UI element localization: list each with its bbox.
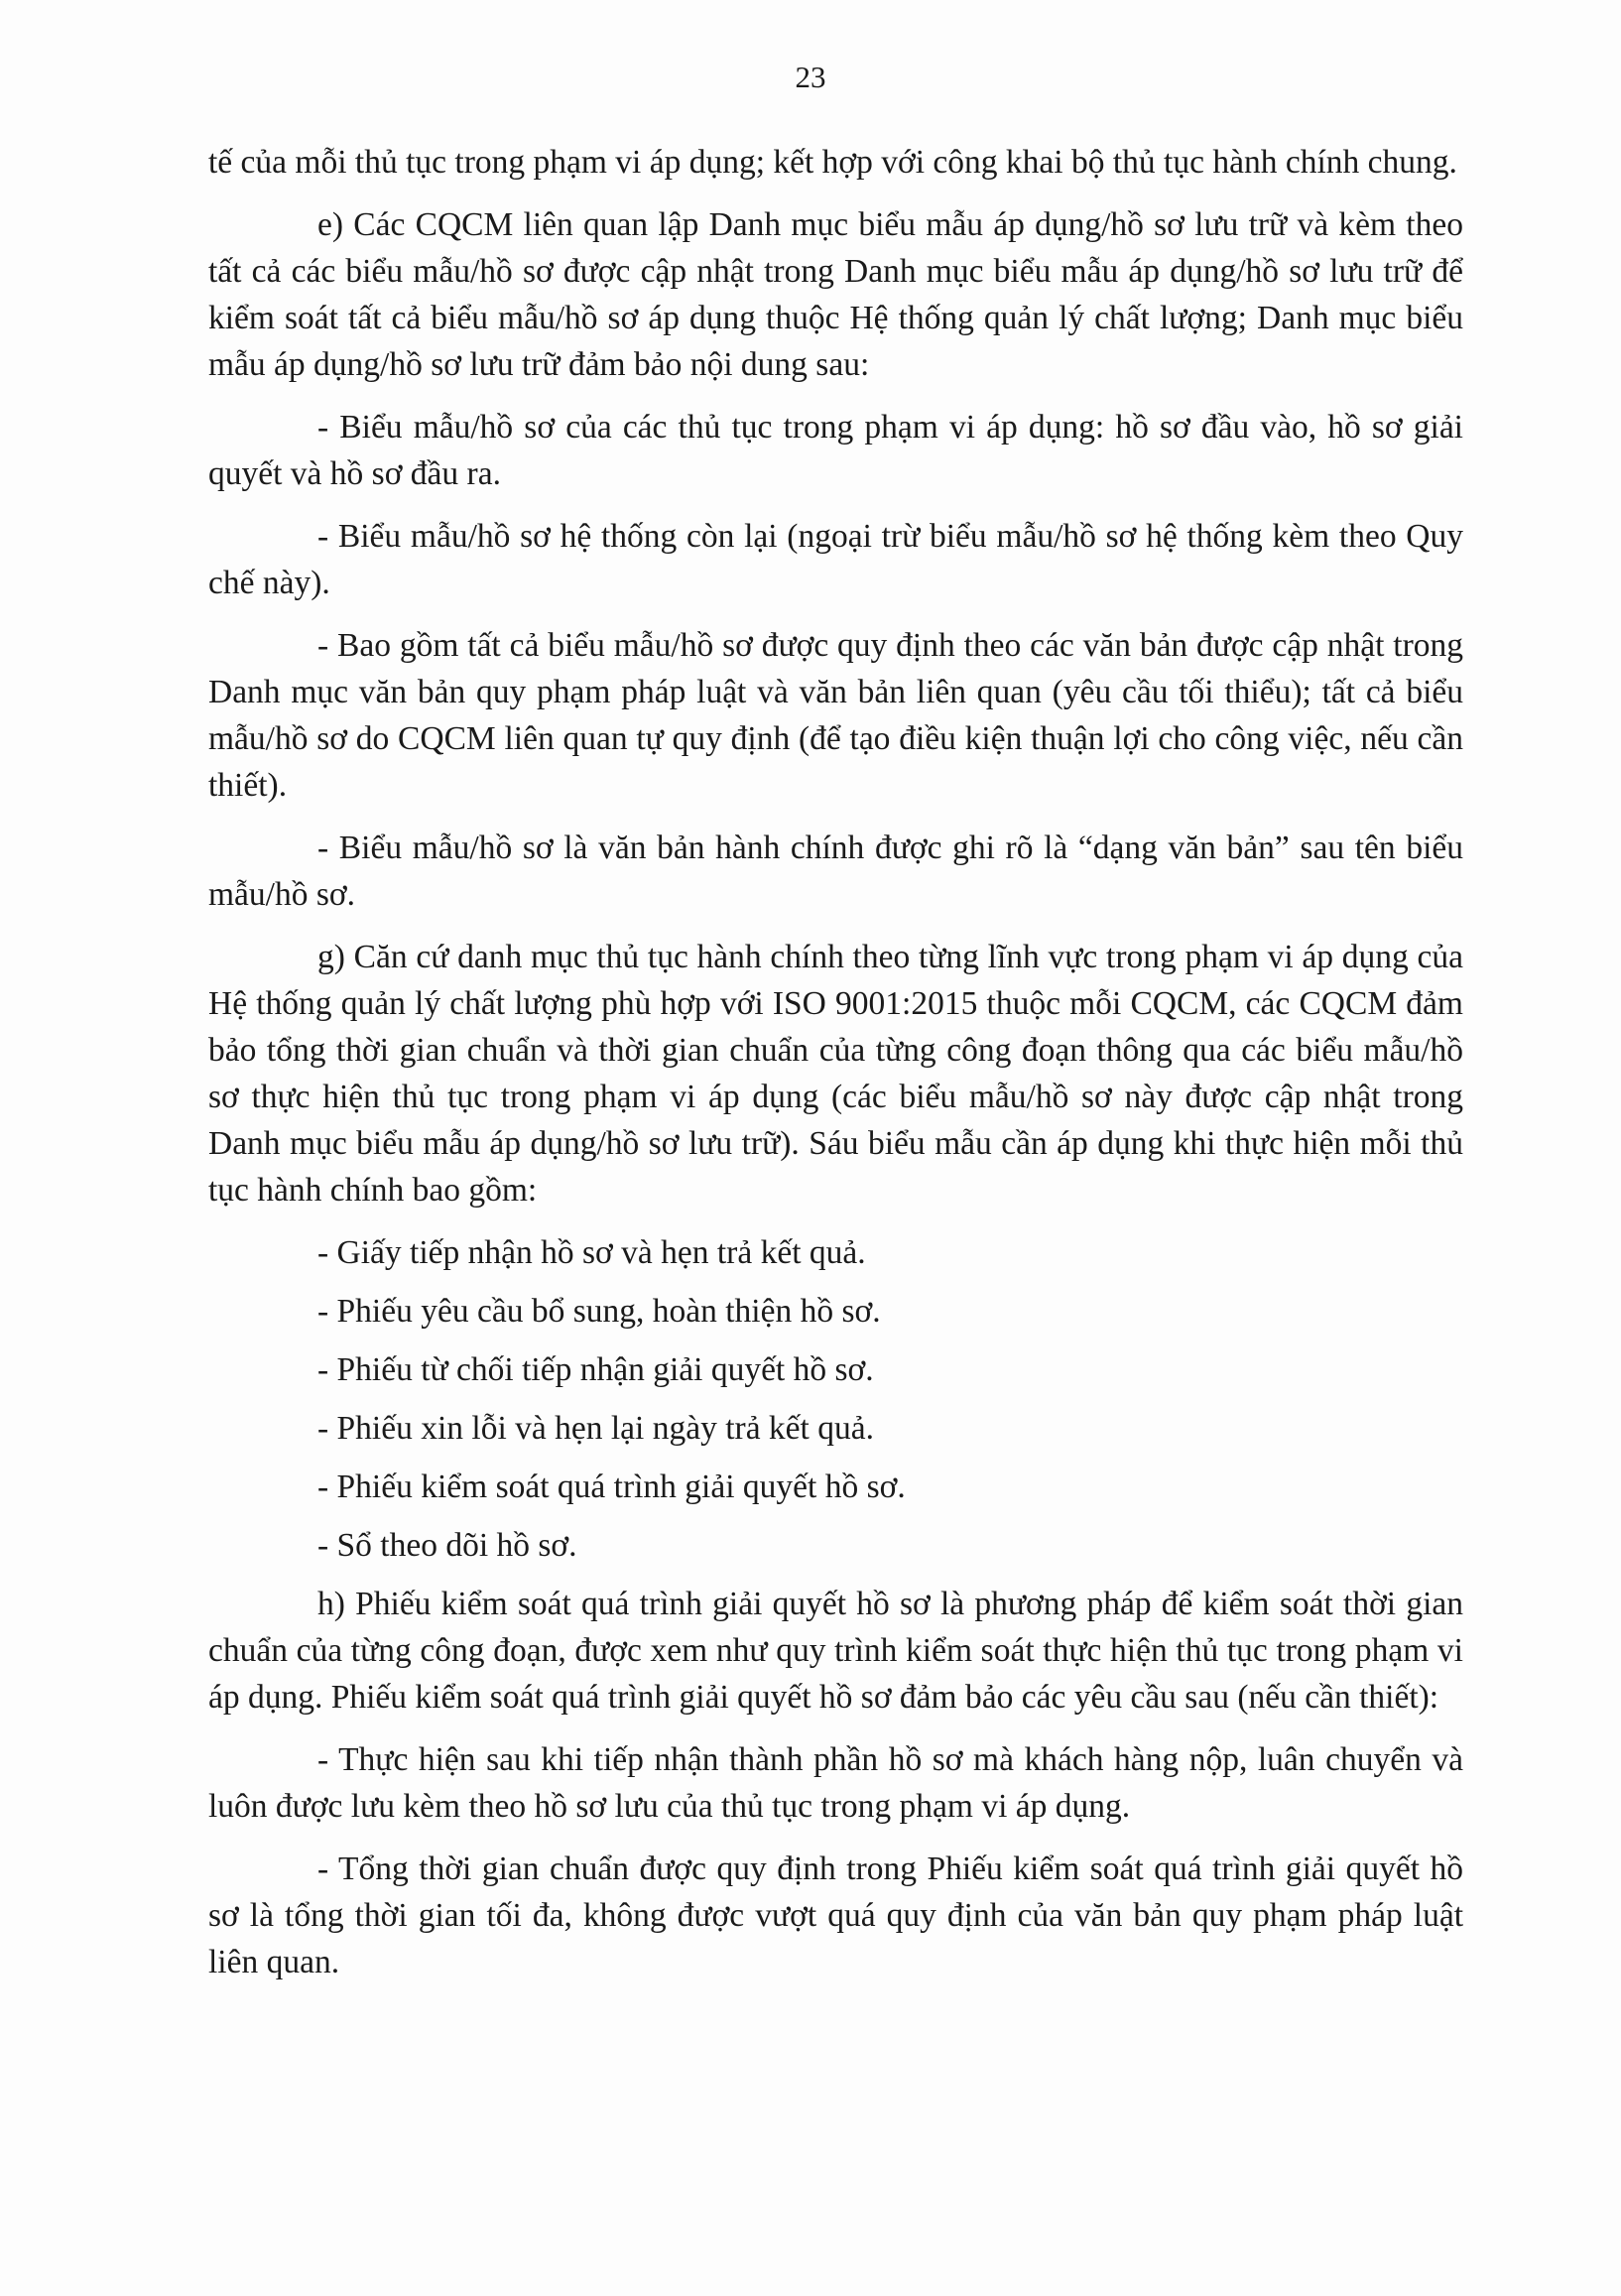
list-item: - Sổ theo dõi hồ sơ. [317,1527,577,1564]
list-item: - Giấy tiếp nhận hồ sơ và hẹn trả kết quả. [317,1234,866,1271]
paragraph: g) Căn cứ danh mục thủ tục hành chính theo từng lĩnh vực trong phạm vi áp dụng của Hệ thống quản lý chất lượng phù hợp với ISO 9001:2015 thuộc mỗi CQCM, các CQCM đảm bảo tổng thời gian chuẩn và thời gian chuẩn của từng công đoạn thông qua các biểu mẫu/hồ sơ thực hiện thủ tục trong phạm vi áp dụng (các biểu mẫu/hồ sơ này được cập nhật trong Danh mục biểu mẫu áp dụng/hồ sơ lưu trữ). Sáu biểu mẫu cần áp dụng khi thực hiện mỗi thủ tục hành chính bao gồm: [208,939,1463,1209]
paragraph: h) Phiếu kiểm soát quá trình giải quyết hồ sơ là phương pháp để kiểm soát thời gian chuẩn của từng công đoạn, được xem như quy trình kiểm soát thực hiện thủ tục trong phạm vi áp dụng. Phiếu kiểm soát quá trình giải quyết hồ sơ đảm bảo các yêu cầu sau (nếu cần thiết): [208,1586,1463,1716]
list-item: - Phiếu kiểm soát quá trình giải quyết hồ sơ. [317,1468,906,1505]
paragraph: - Bao gồm tất cả biểu mẫu/hồ sơ được quy định theo các văn bản được cập nhật trong Danh mục văn bản quy phạm pháp luật và văn bản liên quan (yêu cầu tối thiểu); tất cả biểu mẫu/hồ sơ do CQCM liên quan tự quy định (để tạo điều kiện thuận lợi cho công việc, nếu cần thiết). [208,627,1463,804]
paragraph: - Biểu mẫu/hồ sơ của các thủ tục trong phạm vi áp dụng: hồ sơ đầu vào, hồ sơ giải quyết và hồ sơ đầu ra. [208,409,1463,492]
page-number: 23 [795,60,826,94]
paragraph: e) Các CQCM liên quan lập Danh mục biểu mẫu áp dụng/hồ sơ lưu trữ và kèm theo tất cả các biểu mẫu/hồ sơ được cập nhật trong Danh mục biểu mẫu áp dụng/hồ sơ lưu trữ để kiểm soát tất cả biểu mẫu/hồ sơ áp dụng thuộc Hệ thống quản lý chất lượng; Danh mục biểu mẫu áp dụng/hồ sơ lưu trữ đảm bảo nội dung sau: [208,206,1463,383]
list-item: - Phiếu yêu cầu bổ sung, hoàn thiện hồ sơ. [317,1293,881,1330]
paragraph: - Biểu mẫu/hồ sơ là văn bản hành chính được ghi rõ là “dạng văn bản” sau tên biểu mẫu/hồ sơ. [208,829,1463,913]
document-body [208,139,1463,2001]
paragraph: tế của mỗi thủ tục trong phạm vi áp dụng; kết hợp với công khai bộ thủ tục hành chính chung. [208,144,1457,181]
paragraph: - Tổng thời gian chuẩn được quy định trong Phiếu kiểm soát quá trình giải quyết hồ sơ là tổng thời gian tối đa, không được vượt quá quy định của văn bản quy phạm pháp luật liên quan. [208,1850,1463,1980]
paragraph: - Thực hiện sau khi tiếp nhận thành phần hồ sơ mà khách hàng nộp, luân chuyển và luôn được lưu kèm theo hồ sơ lưu của thủ tục trong phạm vi áp dụng. [208,1741,1463,1825]
list-item: - Phiếu xin lỗi và hẹn lại ngày trả kết quả. [317,1410,874,1447]
list-item: - Phiếu từ chối tiếp nhận giải quyết hồ sơ. [317,1351,874,1388]
paragraph: - Biểu mẫu/hồ sơ hệ thống còn lại (ngoại trừ biểu mẫu/hồ sơ hệ thống kèm theo Quy chế này). [208,518,1463,601]
